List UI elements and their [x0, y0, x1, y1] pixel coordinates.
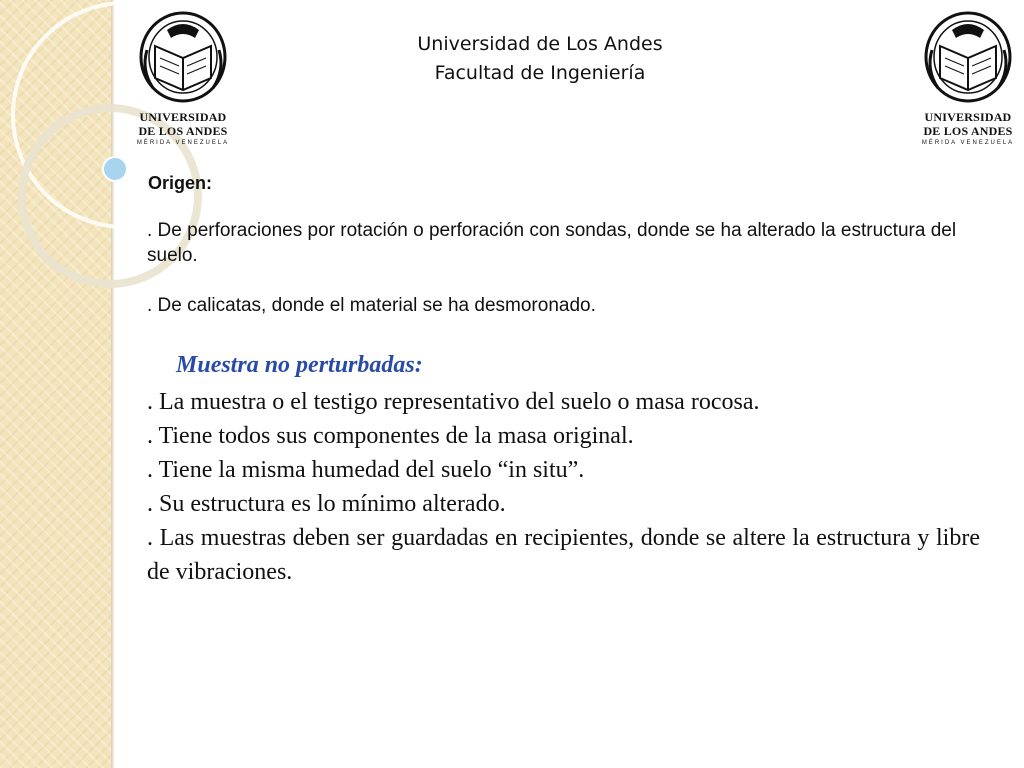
- faculty-name: Facultad de Ingeniería: [434, 62, 646, 84]
- list-item: . Las muestras deben ser guardadas en recipientes, donde se altere la estructura y libre de vibraciones.: [147, 525, 980, 585]
- university-logo-left: [133, 10, 233, 150]
- list-item: . Tiene la misma humedad del suelo “in situ”.: [147, 457, 585, 483]
- logo-name-line1: UNIVERSIDAD: [924, 110, 1012, 124]
- side-panel-edge: [111, 0, 115, 768]
- slide-header: [290, 30, 790, 88]
- decorative-side-panel: [0, 0, 113, 768]
- muestra-list: [147, 385, 980, 589]
- logo-subline: MÉRIDA VENEZUELA: [921, 140, 1015, 146]
- origen-paragraph-1: . De perforaciones por rotación o perforación con sondas, donde se ha alterado la estructura del suelo.: [147, 220, 957, 266]
- logo-name-line1: UNIVERSIDAD: [139, 110, 227, 124]
- university-logo-right: [918, 10, 1018, 150]
- seal-icon: [133, 10, 233, 110]
- seal-icon: [918, 10, 1018, 110]
- logo-subline: MÉRIDA VENEZUELA: [136, 140, 230, 146]
- list-item: . Tiene todos sus componentes de la masa original.: [147, 423, 634, 449]
- logo-name-line2: DE LOS ANDES: [138, 124, 228, 138]
- origen-heading: Origen:: [148, 173, 213, 193]
- origen-paragraph-2: . De calicatas, donde el material se ha desmoronado.: [147, 295, 596, 316]
- list-item: . La muestra o el testigo representativo del suelo o masa rocosa.: [147, 389, 760, 415]
- university-name: Universidad de Los Andes: [417, 33, 663, 55]
- logo-name-line2: DE LOS ANDES: [923, 124, 1013, 138]
- muestra-heading: Muestra no perturbadas:: [176, 352, 423, 378]
- list-item: . Su estructura es lo mínimo alterado.: [147, 491, 506, 517]
